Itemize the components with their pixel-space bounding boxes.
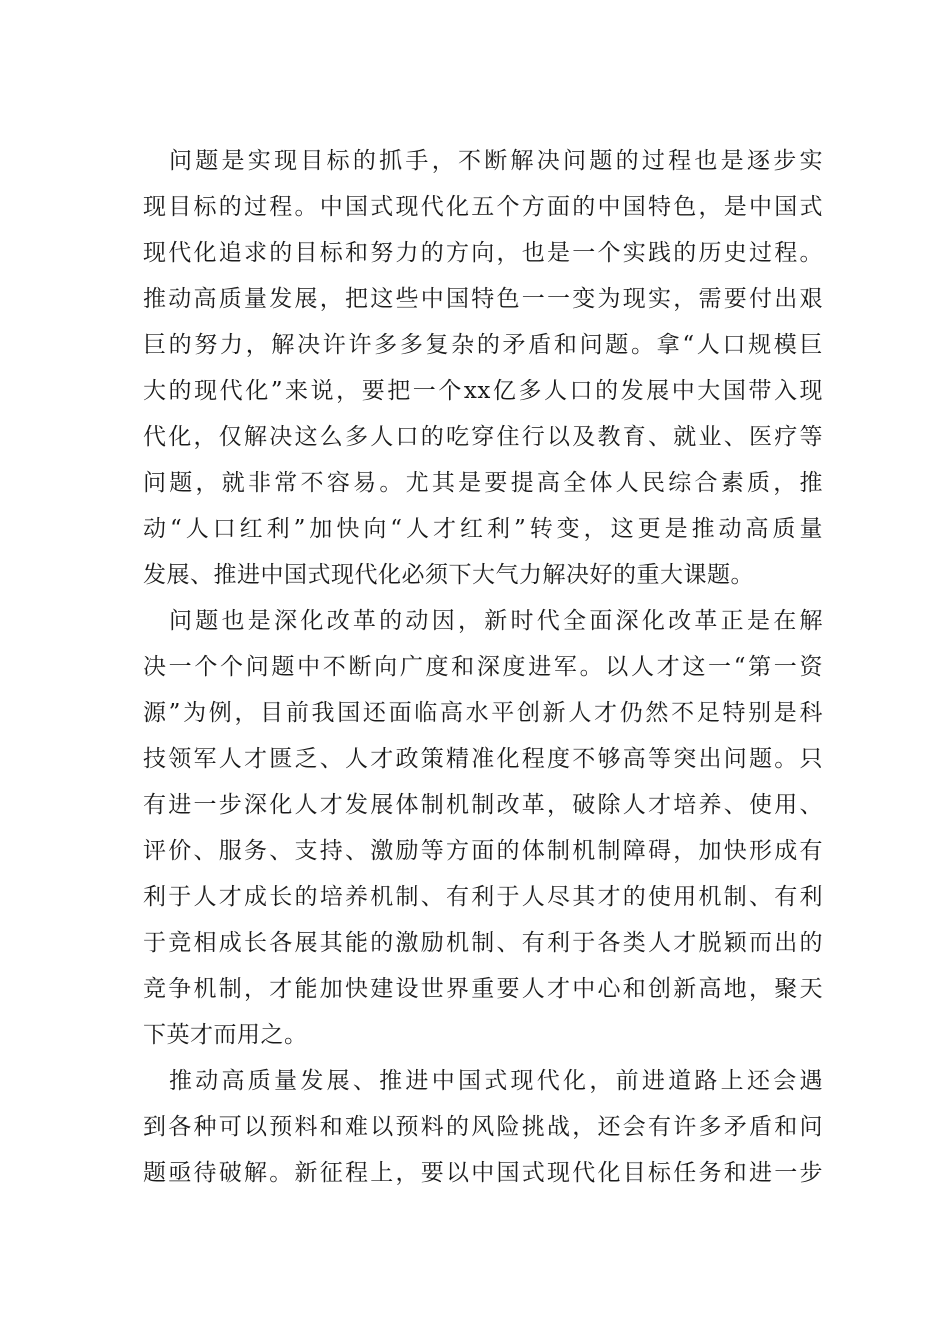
text-line: 有进一步深化人才发展体制机制改革，破除人才培养、使用、: [143, 792, 823, 818]
text-line: 于竞相成长各展其能的激励机制、有利于各类人才脱颖而出的: [143, 930, 823, 956]
text-line: 推动高质量发展，把这些中国特色一一变为现实，需要付出艰: [143, 286, 823, 312]
document-body: [143, 138, 823, 1196]
text-line: 到各种可以预料和难以预料的风险挑战，还会有许多矛盾和问: [143, 1114, 823, 1140]
text-line: 现代化追求的目标和努力的方向，也是一个实践的历史过程。: [143, 240, 823, 266]
text-line: 决一个个问题中不断向广度和深度进军。以人才这一“第一资: [143, 654, 823, 680]
paragraph-3: [143, 1058, 823, 1196]
text-line: 竞争机制，才能加快建设世界重要人才中心和创新高地，聚天: [143, 976, 823, 1002]
text-line: 技领军人才匮乏、人才政策精准化程度不够高等突出问题。只: [143, 746, 823, 772]
text-line: 巨的努力，解决许许多多复杂的矛盾和问题。拿“人口规模巨: [143, 332, 823, 358]
text-line: 代化，仅解决这么多人口的吃穿住行以及教育、就业、医疗等: [143, 424, 823, 450]
paragraph-1: [143, 138, 823, 598]
text-line: 问题是实现目标的抓手，不断解决问题的过程也是逐步实: [169, 148, 823, 174]
text-line: 题亟待破解。新征程上，要以中国式现代化目标任务和进一步: [143, 1160, 823, 1186]
text-line: 问题也是深化改革的动因，新时代全面深化改革正是在解: [169, 608, 823, 634]
text-line: 评价、服务、支持、激励等方面的体制机制障碍，加快形成有: [143, 838, 823, 864]
text-line: 动“人口红利”加快向“人才红利”转变，这更是推动高质量: [143, 516, 823, 542]
text-line: 大的现代化”来说，要把一个xx亿多人口的发展中大国带入现: [143, 378, 823, 404]
text-line: 利于人才成长的培养机制、有利于人尽其才的使用机制、有利: [143, 884, 823, 910]
text-line: 源”为例，目前我国还面临高水平创新人才仍然不足特别是科: [143, 700, 823, 726]
text-line: 推动高质量发展、推进中国式现代化，前进道路上还会遇: [169, 1068, 823, 1094]
text-line: 发展、推进中国式现代化必须下大气力解决好的重大课题。: [143, 562, 754, 588]
text-line: 现目标的过程。中国式现代化五个方面的中国特色，是中国式: [143, 194, 823, 220]
text-line: 问题，就非常不容易。尤其是要提高全体人民综合素质，推: [143, 470, 823, 496]
text-line: 下英才而用之。: [143, 1022, 308, 1048]
paragraph-2: [143, 598, 823, 1058]
